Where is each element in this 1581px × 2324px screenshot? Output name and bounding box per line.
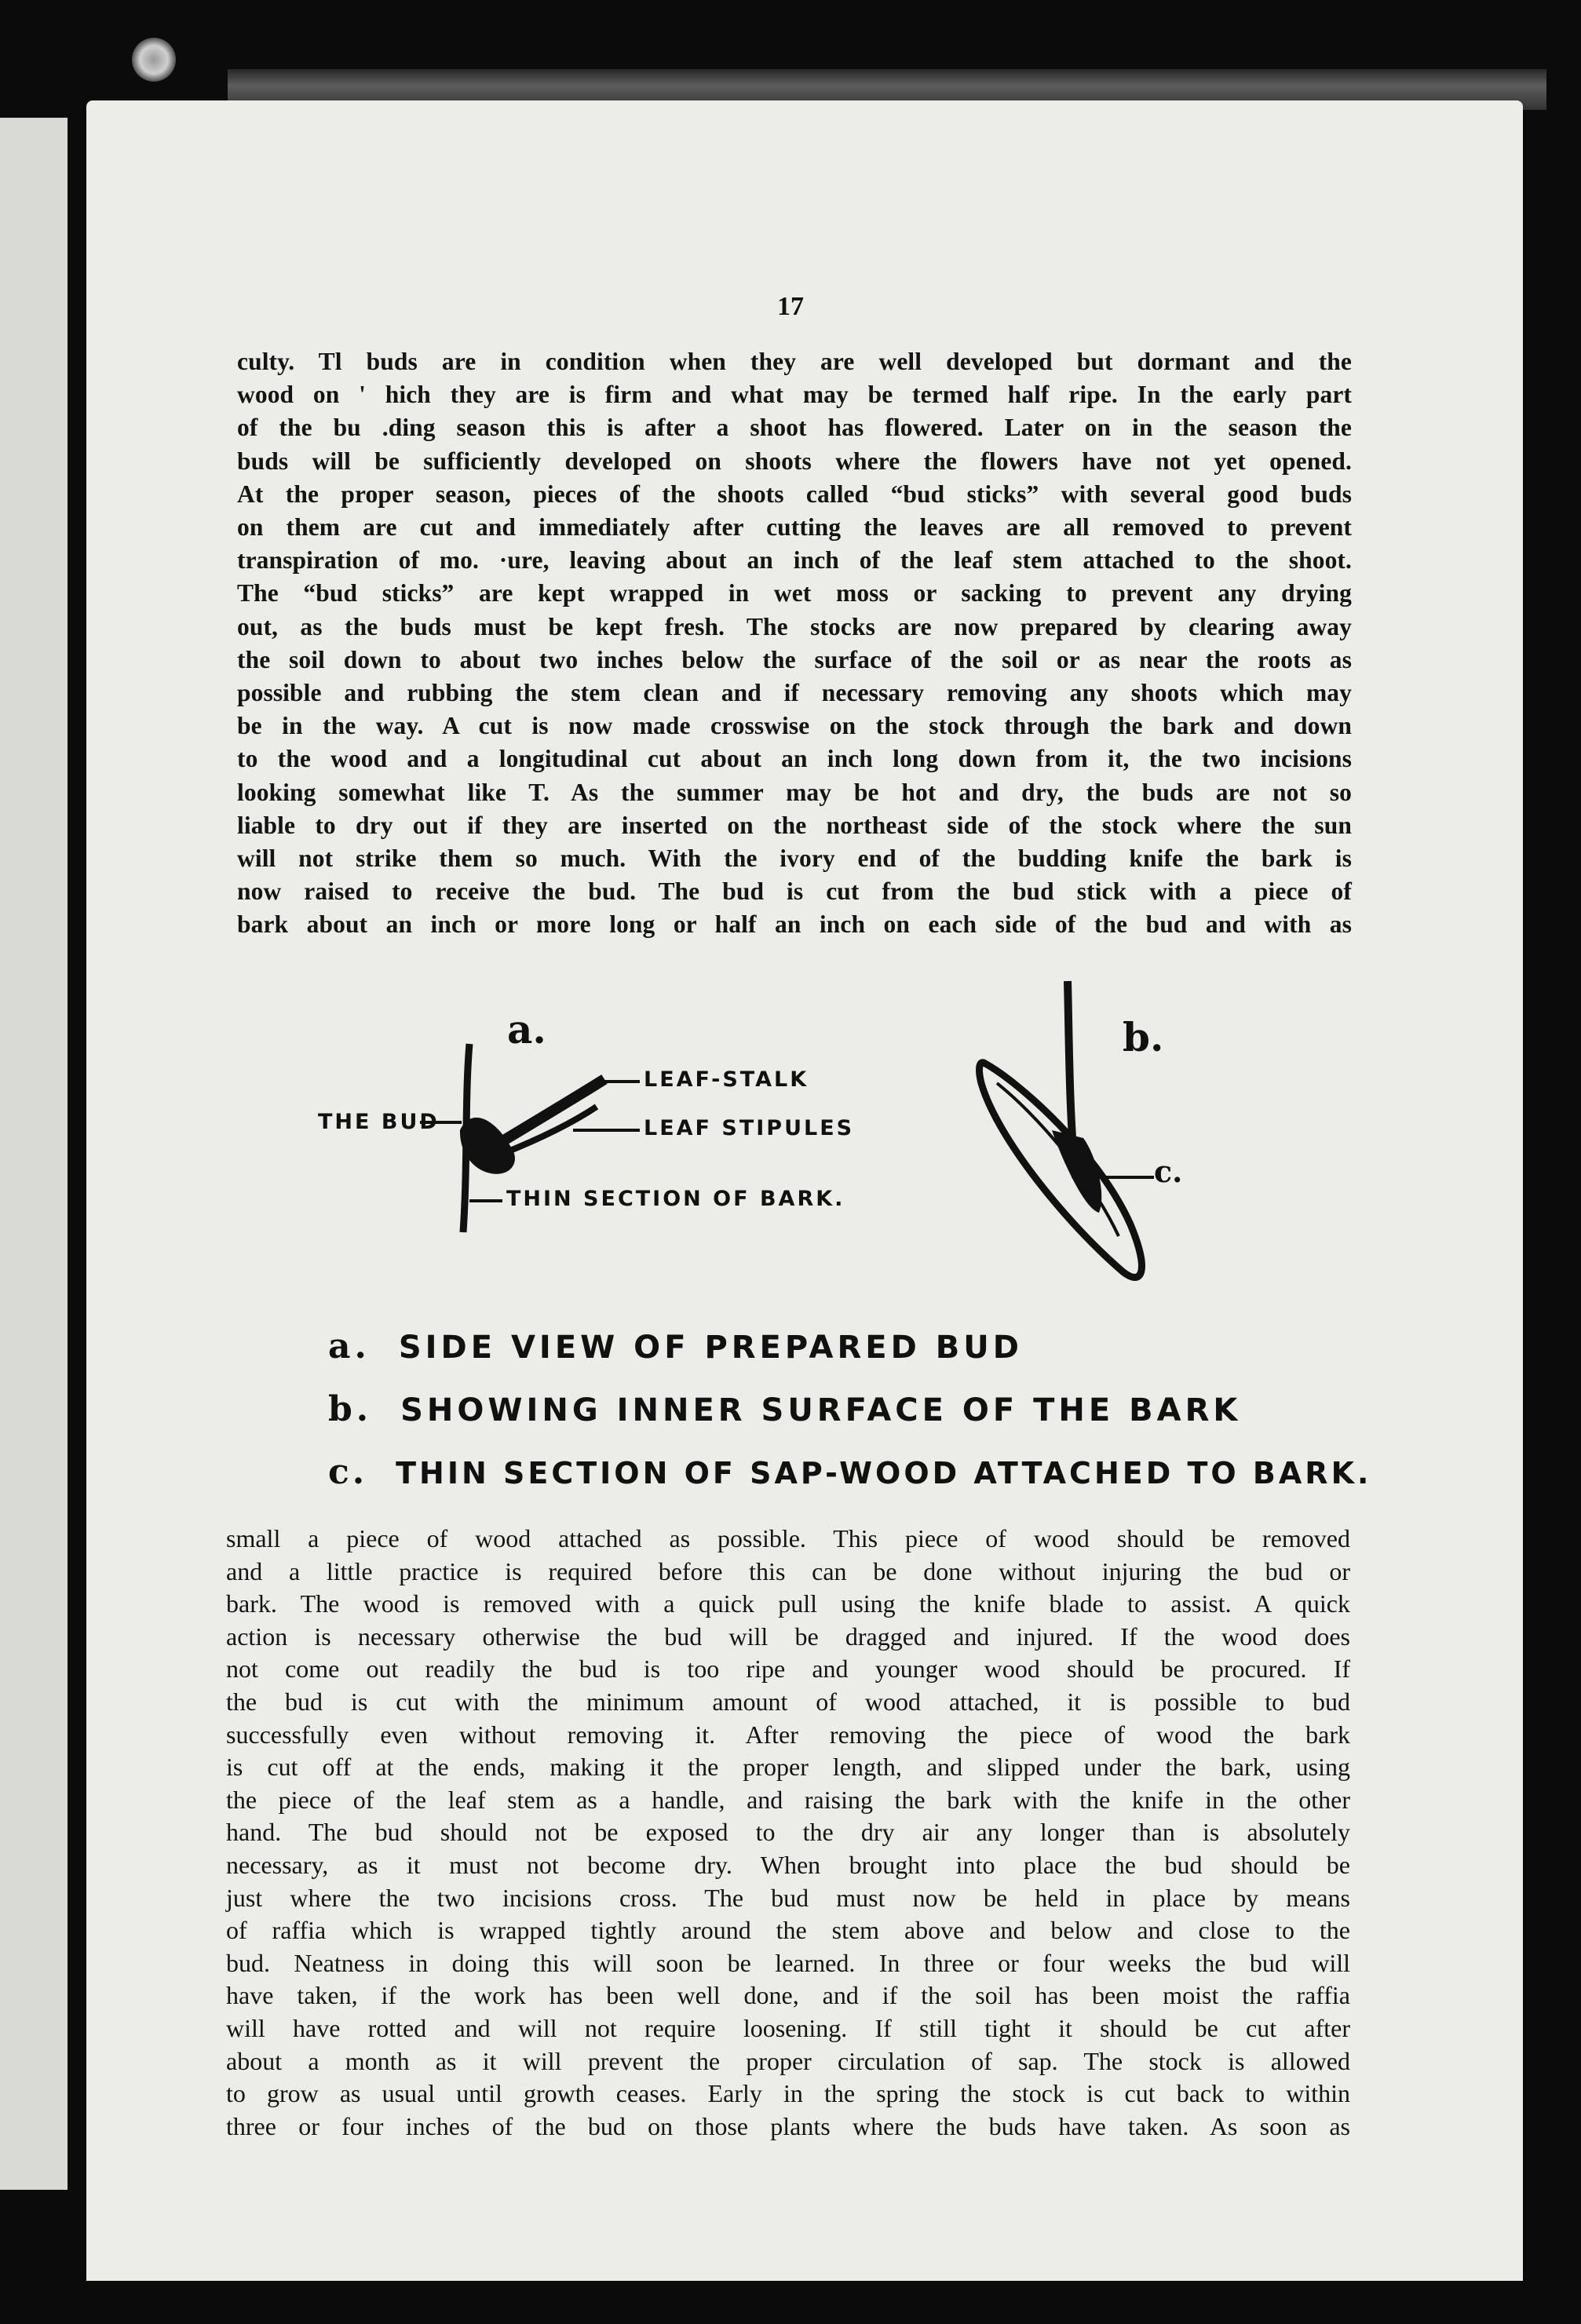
text-line: buds will be sufficiently developed on shoots where the flowers have not yet opened. bbox=[237, 447, 1352, 475]
paragraph-bottom bbox=[226, 1523, 1350, 2143]
text-line: culty. Tl buds are in condition when they are well developed but dormant and the bbox=[237, 348, 1352, 375]
bark-shield-outline bbox=[980, 1063, 1142, 1278]
text-line: the soil down to about two inches below the surface of the soil or as near the roots as bbox=[237, 645, 1352, 673]
text-line: wood on ' hich they are is firm and what may be termed half ripe. In the early part bbox=[237, 381, 1352, 409]
text-line: bark. The wood is removed with a quick pull using the knife blade to assist. A quick bbox=[226, 1589, 1350, 1618]
text-line: At the proper season, pieces of the shoots called “bud sticks” with several good buds bbox=[237, 480, 1352, 508]
legend-key: c. bbox=[328, 1452, 368, 1492]
text-line: the piece of the leaf stem as a handle, and raising the bark with the knife in the other bbox=[226, 1785, 1350, 1814]
figure-label-c: c. bbox=[1154, 1154, 1183, 1189]
text-line: liable to dry out if they are inserted on the northeast side of the stock where the sun bbox=[237, 811, 1352, 839]
text-line: looking somewhat like T. As the summer may be hot and dry, the buds are not so bbox=[237, 778, 1352, 806]
text-line: and a little practice is required before this can be done without injuring the bud or bbox=[226, 1556, 1350, 1585]
text-line: the bud is cut with the minimum amount of wood attached, it is possible to bud bbox=[226, 1687, 1350, 1716]
text-line: will not strike them so much. With the ivory end of the budding knife the bark is bbox=[237, 845, 1352, 873]
text-line: is cut off at the ends, making it the proper length, and slipped under the bark, using bbox=[226, 1753, 1350, 1782]
text-line: The “bud sticks” are kept wrapped in wet moss or sacking to prevent any drying bbox=[237, 579, 1352, 607]
page-number: 17 bbox=[777, 292, 804, 321]
legend-key: b. bbox=[328, 1389, 373, 1429]
text-line: of raffia which is wrapped tightly around the stem above and below and close to the bbox=[226, 1916, 1350, 1945]
text-line: out, as the buds must be kept fresh. The stocks are now prepared by clearing away bbox=[237, 612, 1352, 640]
text-line: about a month as it will prevent the proper circulation of sap. The stock is allowed bbox=[226, 2046, 1350, 2075]
legend-text: SIDE VIEW OF PREPARED BUD bbox=[398, 1330, 1023, 1366]
text-line: small a piece of wood attached as possible. This piece of wood should be removed bbox=[226, 1524, 1350, 1552]
sap-wood-section bbox=[1052, 1130, 1101, 1213]
text-line: bark about an inch or more long or half an inch on each side of the bud and with as bbox=[237, 910, 1352, 939]
text-line: action is necessary otherwise the bud will be dragged and injured. If the wood does bbox=[226, 1622, 1350, 1651]
text-line: will have rotted and will not require loosening. If still tight it should be cut after bbox=[226, 2013, 1350, 2042]
text-line: transpiration of mo. ·ure, leaving about an inch of the leaf stem attached to the shoot. bbox=[237, 546, 1352, 575]
legend-text: SHOWING INNER SURFACE OF THE BARK bbox=[400, 1392, 1242, 1428]
text-line: just where the two incisions cross. The bud must now be held in place by means bbox=[226, 1883, 1350, 1912]
text-line: three or four inches of the bud on those plants where the buds have taken. As soon as bbox=[226, 2111, 1350, 2140]
bark-shield-inner bbox=[997, 1083, 1119, 1236]
text-line: possible and rubbing the stem clean and if necessary removing any shoots which may bbox=[237, 679, 1352, 707]
label-thin-section: THIN SECTION OF BARK. bbox=[506, 1187, 845, 1211]
text-line: have taken, if the work has been well done, and if the soil has been moist the raffia bbox=[226, 1981, 1350, 2010]
text-line: be in the way. A cut is now made crosswise on the stock through the bark and down bbox=[237, 712, 1352, 740]
legend-text: THIN SECTION OF SAP-WOOD ATTACHED TO BARK. bbox=[396, 1456, 1372, 1490]
legend-key: a. bbox=[328, 1326, 371, 1366]
text-line: hand. The bud should not be exposed to the dry air any longer than is absolutely bbox=[226, 1818, 1350, 1847]
text-line: of the bu .ding season this is after a shoot has flowered. Later on in the season the bbox=[237, 414, 1352, 442]
legend-item-a bbox=[328, 1326, 1023, 1366]
label-the-bud: THE BUD bbox=[318, 1110, 440, 1134]
text-line: to grow as usual until growth ceases. Early in the spring the stock is cut back to within bbox=[226, 2079, 1350, 2108]
figure-label-b: b. bbox=[1123, 1014, 1164, 1060]
text-line: necessary, as it must not become dry. When brought into place the bud should be bbox=[226, 1850, 1350, 1879]
legend-item-c bbox=[328, 1452, 1371, 1492]
legend-item-b bbox=[328, 1389, 1241, 1429]
figure-label-a: a. bbox=[507, 1006, 546, 1053]
text-line: bud. Neatness in doing this will soon be learned. In three or four weeks the bud will bbox=[226, 1948, 1350, 1977]
label-leaf-stalk: LEAF-STALK bbox=[644, 1067, 809, 1092]
text-line: now raised to receive the bud. The bud is cut from the bud stick with a piece of bbox=[237, 877, 1352, 906]
label-leaf-stipules: LEAF STIPULES bbox=[644, 1116, 855, 1140]
text-line: on them are cut and immediately after cutting the leaves are all removed to prevent bbox=[237, 513, 1352, 542]
text-line: to the wood and a longitudinal cut about an inch long down from it, the two incisions bbox=[237, 745, 1352, 773]
text-line: successfully even without removing it. After removing the piece of wood the bark bbox=[226, 1720, 1350, 1749]
text-line: not come out readily the bud is too ripe and younger wood should be procured. If bbox=[226, 1655, 1350, 1684]
